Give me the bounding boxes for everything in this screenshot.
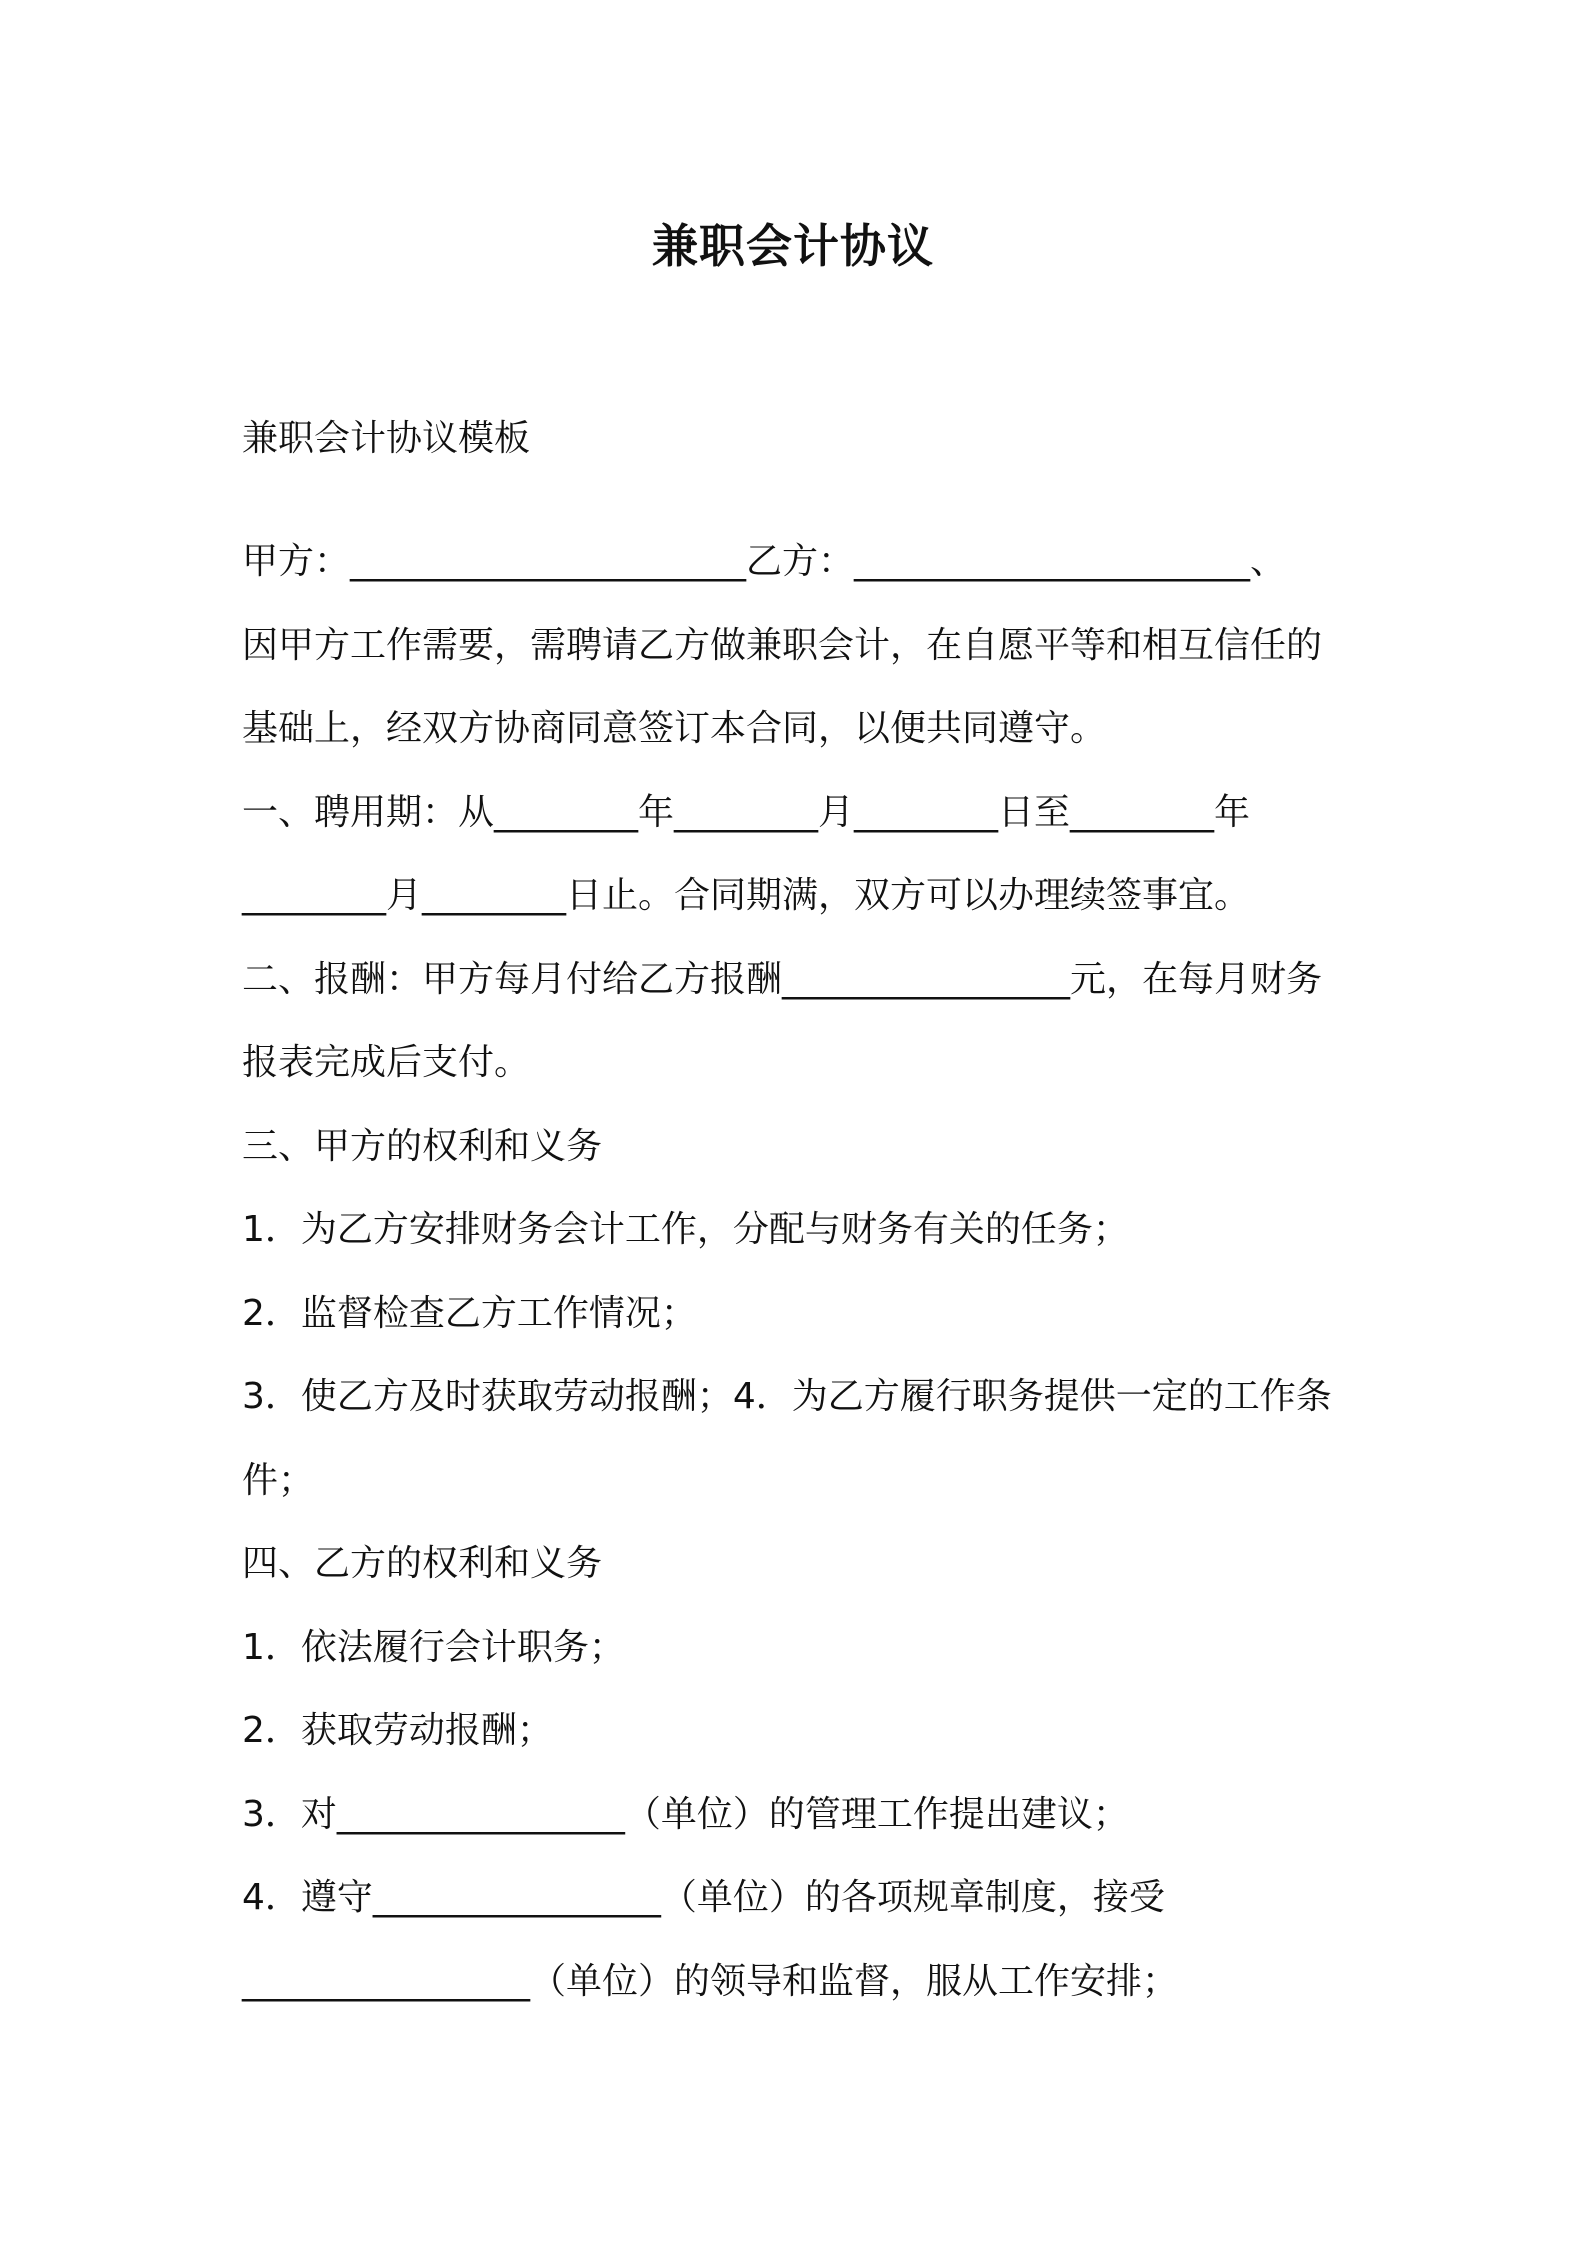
section-3-item-2: 2．监督检查乙方工作情况； [242,1292,697,1334]
section-4-item-1: 1．依法履行会计职务； [242,1626,625,1668]
section-4-item-2: 2．获取劳动报酬； [242,1710,553,1751]
section-2-pay-line-1: 二、报酬：甲方每月付给乙方报酬________________元，在每月财务 [242,958,1323,1000]
preamble-line-1: 因甲方工作需要，需聘请乙方做兼职会计，在自愿平等和相互信任的 [242,624,1323,666]
party-line: 甲方：______________________乙方：______________________、 [242,541,1287,582]
section-2-pay-line-2: 报表完成后支付。 [242,1042,531,1083]
document-subtitle: 兼职会计协议模板 [242,418,531,459]
section-4-item-4: 4．遵守________________（单位）的各项规章制度，接受 [242,1877,1165,1918]
section-1-term-line-2: ________月________日止。合同期满，双方可以办理续签事宜。 [242,875,1251,916]
section-4-item-4-cont: ________________（单位）的领导和监督，服从工作安排； [242,1960,1179,2002]
section-3-item-3-4: 3．使乙方及时获取劳动报酬；4．为乙方履行职务提供一定的工作条 [242,1376,1332,1417]
section-3-item-1: 1．为乙方安排财务会计工作，分配与财务有关的任务； [242,1209,1129,1250]
section-4-heading: 四、乙方的权利和义务 [242,1543,603,1584]
document-body [242,404,1362,2023]
document-title: 兼职会计协议 [652,219,934,273]
section-1-term-line-1: 一、聘用期：从________年________月________日至________年 [242,791,1251,833]
section-3-item-4-cont: 件； [242,1459,315,1501]
section-4-item-3: 3．对________________（单位）的管理工作提出建议； [242,1793,1129,1835]
preamble-line-2: 基础上，经双方协商同意签订本合同，以便共同遵守。 [242,708,1107,749]
section-3-heading: 三、甲方的权利和义务 [242,1125,603,1167]
